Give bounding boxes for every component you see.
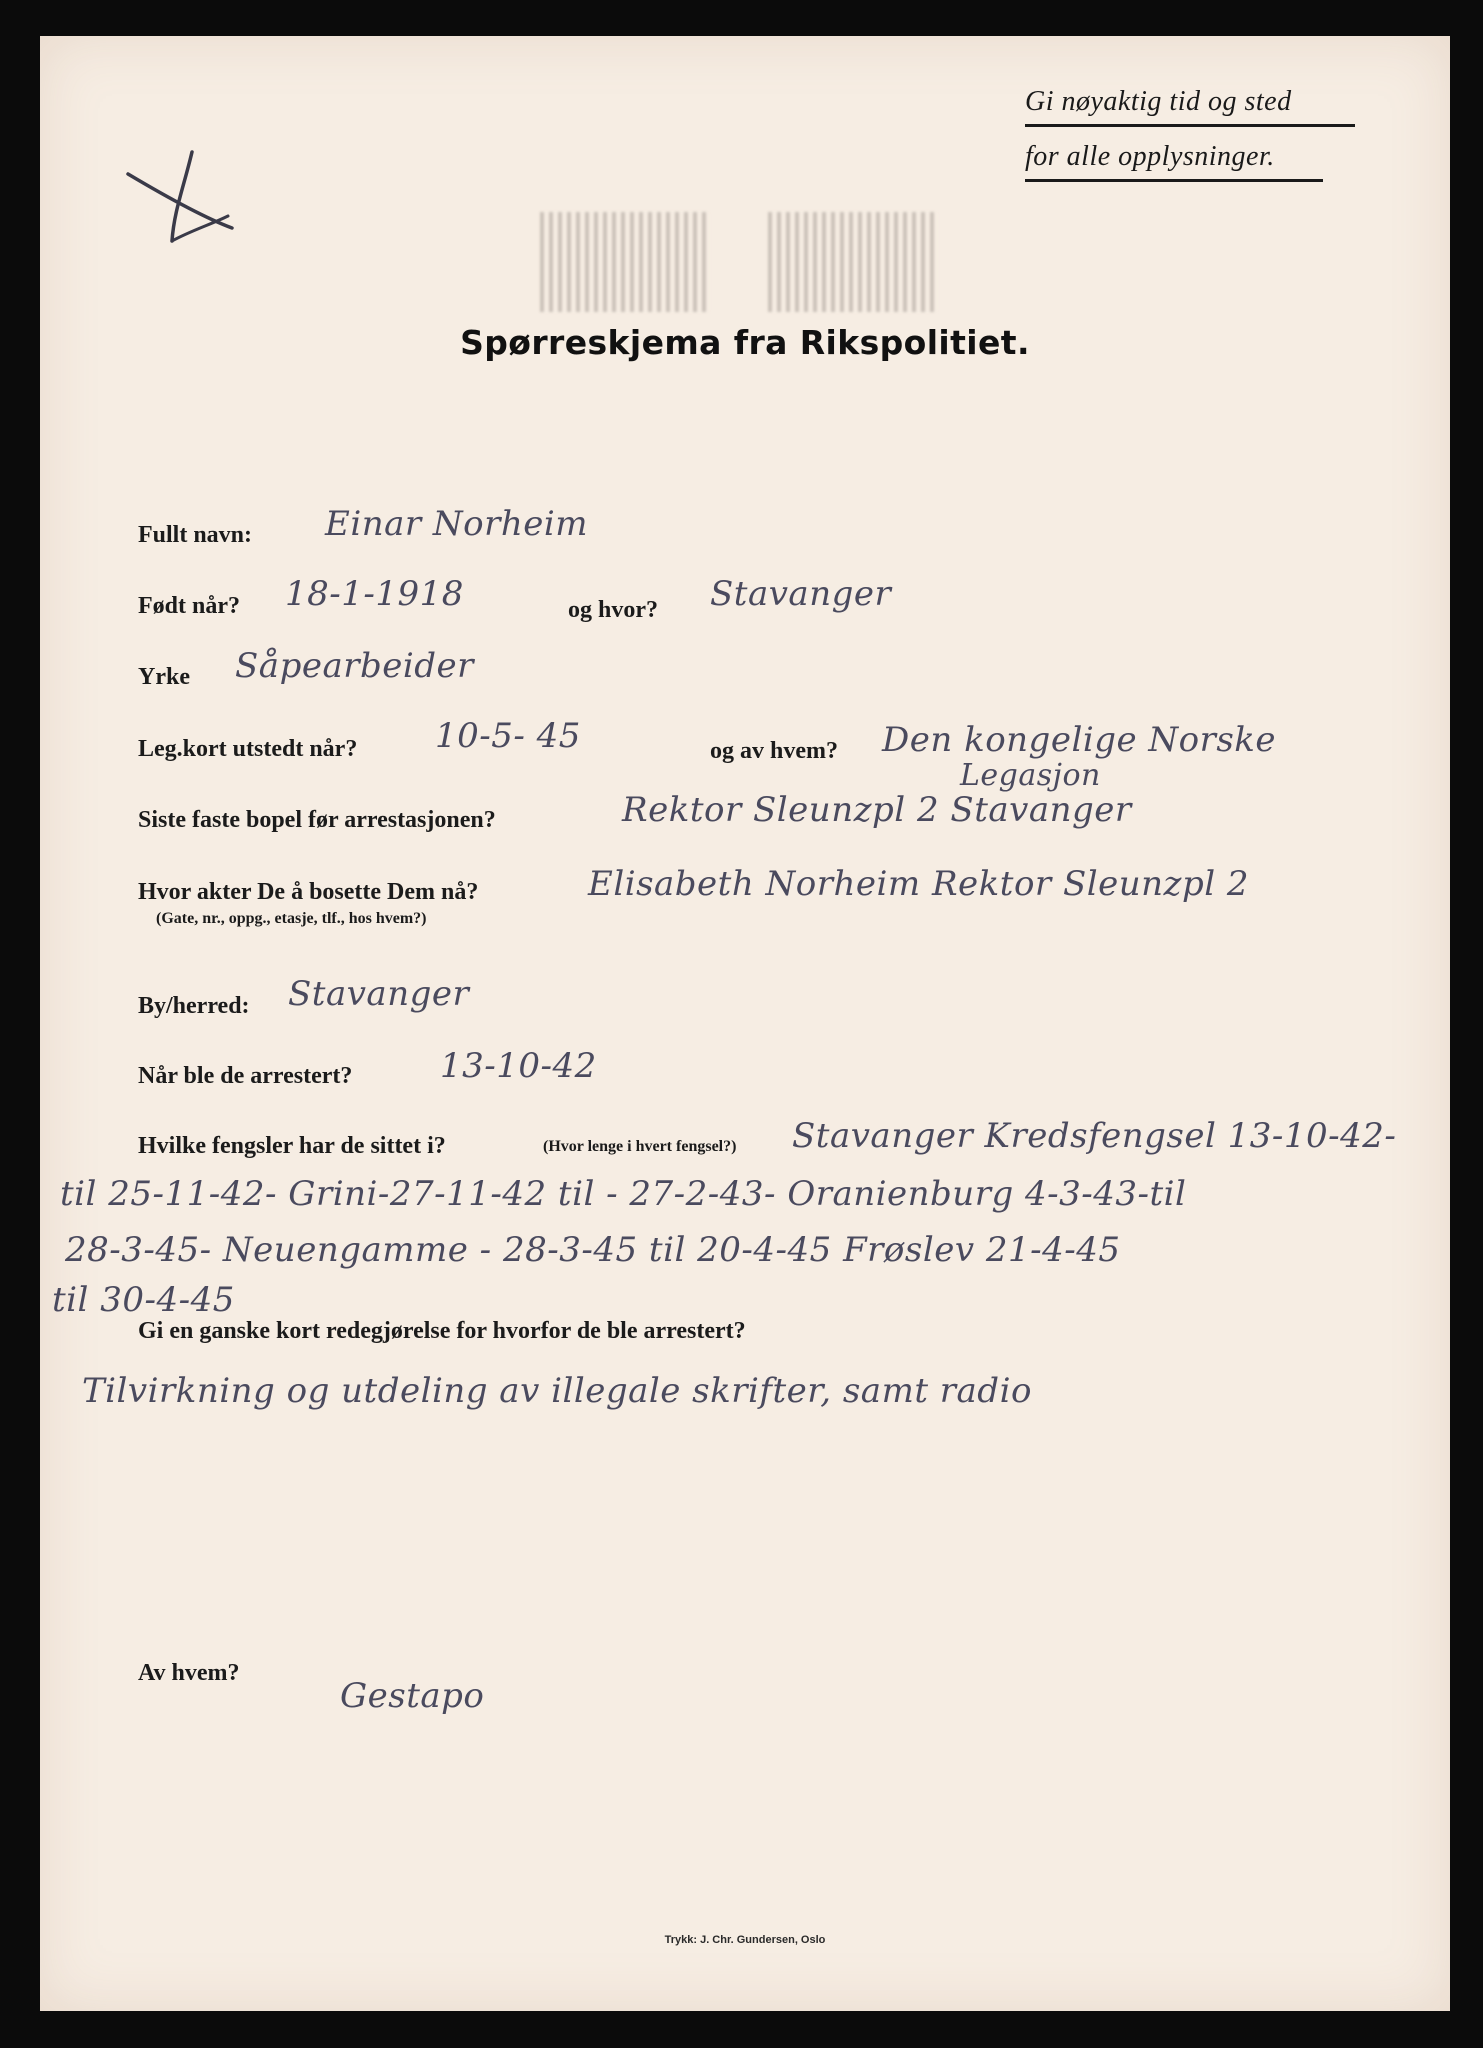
- born-where-label: og hvor?: [568, 597, 658, 623]
- settle-value: Elisabeth Norheim Rektor Sleunzpl 2: [588, 864, 1250, 904]
- reason-value: Tilvirkning og utdeling av illegale skrifter, samt radio: [82, 1371, 1032, 1411]
- by-whom-value: Gestapo: [340, 1676, 485, 1716]
- last-address-value: Rektor Sleunzpl 2 Stavanger: [622, 790, 1132, 830]
- last-address-label: Siste faste bopel før arrestasjonen?: [138, 807, 496, 833]
- note-line-1: Gi nøyaktig tid og sted: [1025, 84, 1355, 127]
- id-by-value-line1: Den kongelige Norske: [882, 720, 1277, 760]
- prisons-line-4: til 30-4-45: [52, 1280, 235, 1320]
- faded-stamp-left: [540, 212, 710, 312]
- prisons-label: Hvilke fengsler har de sittet i?: [138, 1133, 446, 1159]
- arrested-value: 13-10-42: [440, 1046, 597, 1086]
- id-by-value-line2: Legasjon: [960, 758, 1101, 793]
- by-whom-label: Av hvem?: [138, 1660, 240, 1686]
- arrested-label: Når ble de arrestert?: [138, 1063, 353, 1089]
- instruction-note: [1025, 84, 1355, 194]
- settle-label: Hvor akter De å bosette Dem nå?: [138, 879, 479, 905]
- prisons-line-3: 28-3-45- Neuengamme - 28-3-45 til 20-4-45 Frøslev 21-4-45: [65, 1230, 1121, 1270]
- prisons-sublabel: (Hvor lenge i hvert fengsel?): [543, 1138, 737, 1155]
- form-sheet: [40, 36, 1450, 2011]
- id-issued-label: Leg.kort utstedt når?: [138, 736, 358, 762]
- id-issued-value: 10-5- 45: [435, 716, 581, 756]
- name-label: Fullt navn:: [138, 522, 253, 548]
- reason-label: Gi en ganske kort redegjørelse for hvorfor de ble arrestert?: [138, 1318, 746, 1344]
- settle-sublabel: (Gate, nr., oppg., etasje, tlf., hos hvem?): [156, 910, 427, 927]
- id-by-label: og av hvem?: [710, 738, 838, 764]
- printer-imprint: Trykk: J. Chr. Gundersen, Oslo: [664, 1934, 826, 1946]
- occupation-label: Yrke: [138, 664, 190, 690]
- prisons-line-2: til 25-11-42- Grini-27-11-42 til - 27-2-43- Oranienburg 4-3-43-til: [60, 1174, 1187, 1214]
- form-title: Spørreskjema fra Rikspolitiet.: [460, 323, 1030, 362]
- city-value: Stavanger: [288, 974, 470, 1014]
- name-value: Einar Norheim: [325, 504, 589, 544]
- born-label: Født når?: [138, 593, 240, 619]
- handwritten-x-mark: [120, 146, 240, 246]
- prisons-line-1: Stavanger Kredsfengsel 13-10-42-: [792, 1116, 1397, 1156]
- born-value: 18-1-1918: [285, 574, 464, 614]
- note-line-2: for alle opplysninger.: [1025, 139, 1323, 182]
- occupation-value: Såpearbeider: [235, 646, 474, 686]
- city-label: By/herred:: [138, 993, 250, 1019]
- faded-stamp-right: [768, 212, 938, 312]
- born-where-value: Stavanger: [710, 574, 892, 614]
